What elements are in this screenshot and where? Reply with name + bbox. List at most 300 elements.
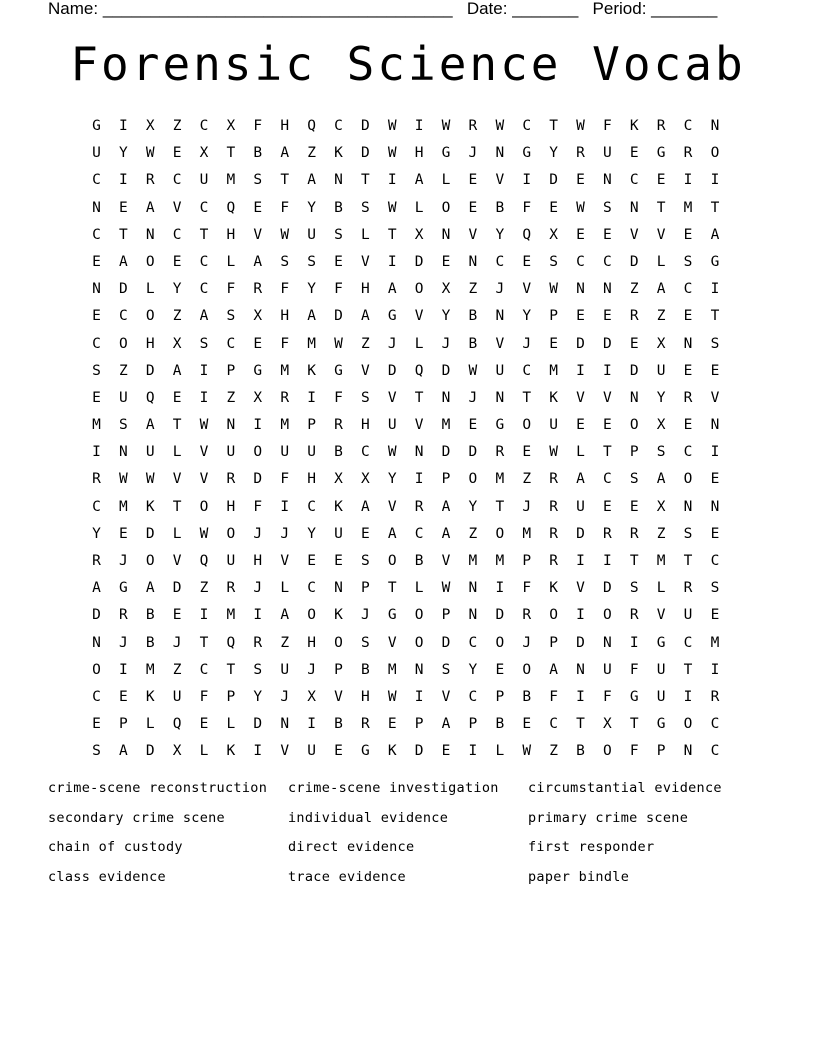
grid-letter[interactable]: J bbox=[360, 607, 370, 624]
grid-letter[interactable]: A bbox=[280, 145, 290, 162]
grid-letter[interactable]: T bbox=[199, 226, 209, 243]
grid-letter[interactable]: V bbox=[199, 444, 209, 461]
grid-letter[interactable]: V bbox=[199, 471, 209, 488]
grid-letter[interactable]: S bbox=[226, 308, 236, 325]
grid-letter[interactable]: M bbox=[710, 634, 720, 651]
grid-letter[interactable]: E bbox=[387, 716, 397, 733]
grid-letter[interactable]: I bbox=[307, 716, 316, 733]
grid-letter[interactable]: N bbox=[710, 498, 720, 515]
grid-letter[interactable]: U bbox=[307, 226, 316, 243]
grid-letter[interactable]: N bbox=[92, 199, 101, 216]
grid-letter[interactable]: Z bbox=[118, 362, 128, 379]
grid-letter[interactable]: K bbox=[549, 580, 558, 597]
grid-letter[interactable]: Y bbox=[307, 199, 316, 216]
grid-letter[interactable]: R bbox=[468, 118, 478, 134]
grid-letter[interactable]: H bbox=[360, 281, 370, 298]
grid-letter[interactable]: C bbox=[576, 253, 585, 270]
grid-letter[interactable]: R bbox=[360, 716, 370, 733]
grid-letter[interactable]: D bbox=[360, 145, 370, 162]
grid-letter[interactable]: L bbox=[495, 743, 505, 760]
grid-letter[interactable]: F bbox=[629, 743, 639, 760]
grid-letter[interactable]: U bbox=[603, 661, 612, 678]
grid-letter[interactable]: Z bbox=[360, 335, 370, 352]
grid-letter[interactable]: N bbox=[414, 661, 424, 678]
grid-letter[interactable]: J bbox=[441, 335, 451, 352]
grid-letter[interactable]: W bbox=[118, 471, 128, 488]
grid-letter[interactable]: S bbox=[360, 389, 370, 406]
grid-letter[interactable]: J bbox=[468, 389, 478, 406]
grid-letter[interactable]: S bbox=[118, 417, 128, 434]
grid-letter[interactable]: M bbox=[495, 553, 505, 569]
grid-letter[interactable]: G bbox=[360, 743, 370, 760]
grid-letter[interactable]: T bbox=[226, 145, 236, 162]
grid-letter[interactable]: E bbox=[334, 743, 343, 760]
grid-letter[interactable]: B bbox=[495, 199, 505, 216]
grid-letter[interactable]: C bbox=[603, 253, 612, 270]
grid-letter[interactable]: T bbox=[710, 308, 720, 325]
grid-letter[interactable]: N bbox=[683, 335, 693, 352]
grid-letter[interactable]: D bbox=[629, 253, 639, 270]
grid-letter[interactable]: S bbox=[360, 199, 370, 216]
grid-letter[interactable]: N bbox=[92, 281, 101, 298]
grid-letter[interactable]: D bbox=[253, 716, 263, 733]
grid-letter[interactable]: R bbox=[683, 580, 693, 597]
grid-letter[interactable]: E bbox=[576, 308, 585, 325]
grid-letter[interactable]: N bbox=[603, 634, 612, 651]
grid-letter[interactable]: A bbox=[576, 471, 585, 488]
grid-letter[interactable]: E bbox=[522, 716, 532, 733]
grid-letter[interactable]: L bbox=[226, 716, 236, 733]
grid-letter[interactable]: Z bbox=[522, 471, 532, 488]
grid-letter[interactable]: P bbox=[118, 716, 128, 733]
grid-letter[interactable]: D bbox=[414, 253, 424, 270]
grid-letter[interactable]: R bbox=[118, 607, 128, 624]
grid-letter[interactable]: J bbox=[280, 688, 290, 705]
grid-letter[interactable]: E bbox=[710, 471, 720, 488]
grid-letter[interactable]: D bbox=[172, 580, 182, 597]
grid-letter[interactable]: R bbox=[576, 145, 585, 162]
grid-letter[interactable]: D bbox=[576, 634, 585, 651]
grid-letter[interactable]: A bbox=[172, 362, 182, 379]
grid-letter[interactable]: I bbox=[710, 281, 720, 298]
grid-letter[interactable]: I bbox=[683, 688, 693, 705]
grid-letter[interactable]: V bbox=[387, 498, 397, 515]
grid-letter[interactable]: Z bbox=[172, 308, 182, 325]
grid-letter[interactable]: W bbox=[549, 444, 558, 461]
grid-letter[interactable]: V bbox=[576, 389, 585, 406]
grid-letter[interactable]: R bbox=[683, 145, 693, 162]
grid-letter[interactable]: V bbox=[710, 389, 720, 406]
grid-letter[interactable]: G bbox=[656, 634, 666, 651]
grid-letter[interactable]: X bbox=[145, 118, 155, 134]
grid-letter[interactable]: G bbox=[387, 607, 397, 624]
grid-letter[interactable]: F bbox=[603, 118, 612, 134]
grid-letter[interactable]: J bbox=[118, 634, 128, 651]
grid-letter[interactable]: C bbox=[360, 444, 370, 461]
grid-letter[interactable]: A bbox=[360, 308, 370, 325]
grid-letter[interactable]: I bbox=[710, 172, 720, 189]
grid-letter[interactable]: C bbox=[603, 471, 612, 488]
grid-letter[interactable]: V bbox=[629, 226, 639, 243]
grid-letter[interactable]: J bbox=[468, 145, 478, 162]
grid-letter[interactable]: V bbox=[441, 688, 451, 705]
grid-letter[interactable]: E bbox=[468, 417, 478, 434]
grid-letter[interactable]: Z bbox=[199, 580, 209, 597]
grid-letter[interactable]: D bbox=[441, 444, 451, 461]
grid-letter[interactable]: V bbox=[360, 253, 370, 270]
grid-letter[interactable]: U bbox=[118, 389, 128, 406]
grid-letter[interactable]: W bbox=[387, 199, 397, 216]
grid-letter[interactable]: W bbox=[576, 199, 585, 216]
grid-letter[interactable]: L bbox=[441, 172, 451, 189]
grid-letter[interactable]: J bbox=[387, 335, 397, 352]
grid-letter[interactable]: X bbox=[172, 743, 182, 760]
grid-letter[interactable]: C bbox=[710, 553, 720, 569]
grid-letter[interactable]: W bbox=[441, 118, 451, 134]
grid-letter[interactable]: W bbox=[145, 145, 155, 162]
grid-letter[interactable]: E bbox=[118, 199, 128, 216]
grid-letter[interactable]: G bbox=[522, 145, 532, 162]
grid-letter[interactable]: A bbox=[360, 498, 370, 515]
grid-letter[interactable]: N bbox=[710, 118, 720, 134]
grid-letter[interactable]: L bbox=[414, 335, 424, 352]
grid-letter[interactable]: U bbox=[656, 362, 666, 379]
grid-letter[interactable]: A bbox=[118, 743, 128, 760]
grid-letter[interactable]: E bbox=[468, 172, 478, 189]
grid-letter[interactable]: X bbox=[549, 226, 558, 243]
grid-letter[interactable]: V bbox=[334, 688, 343, 705]
grid-letter[interactable]: B bbox=[468, 308, 478, 325]
grid-letter[interactable]: L bbox=[172, 444, 182, 461]
grid-letter[interactable]: T bbox=[172, 417, 182, 434]
grid-letter[interactable]: D bbox=[629, 362, 639, 379]
grid-letter[interactable]: Z bbox=[172, 661, 182, 678]
date-blank[interactable]: _______ bbox=[512, 0, 579, 18]
grid-letter[interactable]: G bbox=[495, 417, 505, 434]
grid-letter[interactable]: C bbox=[683, 118, 693, 134]
grid-letter[interactable]: M bbox=[280, 362, 290, 379]
grid-letter[interactable]: Z bbox=[172, 118, 182, 134]
grid-letter[interactable]: R bbox=[414, 498, 424, 515]
grid-letter[interactable]: E bbox=[172, 145, 182, 162]
grid-letter[interactable]: S bbox=[253, 172, 263, 189]
grid-letter[interactable]: I bbox=[710, 661, 720, 678]
grid-letter[interactable]: C bbox=[92, 226, 101, 243]
grid-letter[interactable]: O bbox=[334, 634, 343, 651]
grid-letter[interactable]: U bbox=[92, 145, 101, 162]
grid-letter[interactable]: D bbox=[145, 525, 155, 542]
grid-letter[interactable]: Y bbox=[307, 281, 316, 298]
grid-letter[interactable]: R bbox=[549, 498, 558, 515]
grid-letter[interactable]: F bbox=[253, 118, 263, 134]
grid-letter[interactable]: V bbox=[576, 580, 585, 597]
grid-letter[interactable]: P bbox=[495, 688, 505, 705]
grid-letter[interactable]: C bbox=[468, 688, 478, 705]
grid-letter[interactable]: X bbox=[656, 498, 666, 515]
grid-letter[interactable]: A bbox=[145, 580, 155, 597]
grid-letter[interactable]: H bbox=[253, 553, 263, 569]
grid-letter[interactable]: I bbox=[118, 172, 128, 189]
grid-letter[interactable]: Y bbox=[118, 145, 128, 162]
grid-letter[interactable]: J bbox=[307, 661, 316, 678]
grid-letter[interactable]: I bbox=[603, 362, 612, 379]
grid-letter[interactable]: E bbox=[253, 199, 263, 216]
grid-letter[interactable]: A bbox=[549, 661, 558, 678]
grid-letter[interactable]: G bbox=[629, 688, 639, 705]
grid-letter[interactable]: M bbox=[495, 471, 505, 488]
grid-letter[interactable]: N bbox=[603, 172, 612, 189]
grid-letter[interactable]: C bbox=[92, 498, 101, 515]
grid-letter[interactable]: N bbox=[92, 634, 101, 651]
grid-letter[interactable]: V bbox=[656, 226, 666, 243]
grid-letter[interactable]: C bbox=[495, 253, 505, 270]
grid-letter[interactable]: I bbox=[629, 634, 639, 651]
grid-letter[interactable]: L bbox=[414, 580, 424, 597]
grid-letter[interactable]: E bbox=[92, 308, 101, 325]
grid-letter[interactable]: K bbox=[334, 498, 343, 515]
grid-letter[interactable]: R bbox=[522, 607, 532, 624]
grid-letter[interactable]: Q bbox=[199, 553, 209, 569]
grid-letter[interactable]: R bbox=[549, 525, 558, 542]
grid-letter[interactable]: N bbox=[468, 580, 478, 597]
grid-letter[interactable]: R bbox=[710, 688, 720, 705]
grid-letter[interactable]: I bbox=[576, 607, 585, 624]
grid-letter[interactable]: V bbox=[495, 172, 505, 189]
grid-letter[interactable]: Z bbox=[656, 525, 666, 542]
grid-letter[interactable]: G bbox=[387, 308, 397, 325]
grid-letter[interactable]: L bbox=[226, 253, 236, 270]
grid-letter[interactable]: W bbox=[387, 688, 397, 705]
grid-letter[interactable]: S bbox=[683, 253, 693, 270]
grid-letter[interactable]: C bbox=[199, 253, 209, 270]
grid-letter[interactable]: Y bbox=[307, 525, 316, 542]
grid-letter[interactable]: G bbox=[334, 362, 343, 379]
grid-letter[interactable]: I bbox=[307, 389, 316, 406]
grid-letter[interactable]: R bbox=[629, 308, 639, 325]
grid-letter[interactable]: U bbox=[226, 553, 236, 569]
grid-letter[interactable]: N bbox=[629, 199, 639, 216]
grid-letter[interactable]: N bbox=[683, 498, 693, 515]
grid-letter[interactable]: S bbox=[629, 471, 639, 488]
grid-letter[interactable]: T bbox=[118, 226, 128, 243]
grid-letter[interactable]: I bbox=[199, 362, 209, 379]
grid-letter[interactable]: N bbox=[118, 444, 128, 461]
grid-letter[interactable]: Q bbox=[226, 634, 236, 651]
grid-letter[interactable]: M bbox=[468, 553, 478, 569]
grid-letter[interactable]: A bbox=[118, 253, 128, 270]
grid-letter[interactable]: Y bbox=[92, 525, 101, 542]
grid-letter[interactable]: X bbox=[441, 281, 451, 298]
grid-letter[interactable]: O bbox=[387, 553, 397, 569]
grid-letter[interactable]: S bbox=[199, 335, 209, 352]
grid-letter[interactable]: F bbox=[522, 199, 532, 216]
grid-letter[interactable]: R bbox=[145, 172, 155, 189]
grid-letter[interactable]: S bbox=[92, 743, 101, 760]
grid-letter[interactable]: H bbox=[307, 634, 316, 651]
grid-letter[interactable]: E bbox=[468, 199, 478, 216]
grid-letter[interactable]: X bbox=[253, 308, 263, 325]
grid-letter[interactable]: D bbox=[576, 525, 585, 542]
grid-letter[interactable]: F bbox=[334, 281, 343, 298]
grid-letter[interactable]: X bbox=[334, 471, 343, 488]
grid-letter[interactable]: C bbox=[334, 118, 343, 134]
grid-letter[interactable]: B bbox=[253, 145, 263, 162]
grid-letter[interactable]: A bbox=[307, 308, 316, 325]
grid-letter[interactable]: Z bbox=[629, 281, 639, 298]
grid-letter[interactable]: T bbox=[549, 118, 558, 134]
grid-letter[interactable]: S bbox=[360, 553, 370, 569]
grid-letter[interactable]: I bbox=[414, 688, 424, 705]
grid-letter[interactable]: L bbox=[172, 525, 182, 542]
grid-letter[interactable]: J bbox=[172, 634, 182, 651]
grid-letter[interactable]: X bbox=[360, 471, 370, 488]
grid-letter[interactable]: R bbox=[656, 118, 666, 134]
grid-letter[interactable]: U bbox=[226, 444, 236, 461]
grid-letter[interactable]: T bbox=[280, 172, 290, 189]
grid-letter[interactable]: D bbox=[387, 362, 397, 379]
grid-letter[interactable]: L bbox=[199, 743, 209, 760]
grid-letter[interactable]: M bbox=[549, 362, 558, 379]
grid-letter[interactable]: E bbox=[441, 743, 451, 760]
grid-letter[interactable]: O bbox=[441, 199, 451, 216]
grid-letter[interactable]: X bbox=[603, 716, 612, 733]
grid-letter[interactable]: H bbox=[226, 498, 236, 515]
grid-letter[interactable]: T bbox=[656, 199, 666, 216]
grid-letter[interactable]: F bbox=[253, 498, 263, 515]
grid-letter[interactable]: Y bbox=[387, 471, 397, 488]
grid-letter[interactable]: M bbox=[307, 335, 316, 352]
grid-letter[interactable]: Y bbox=[522, 308, 532, 325]
grid-letter[interactable]: E bbox=[629, 498, 639, 515]
grid-letter[interactable]: M bbox=[441, 417, 451, 434]
grid-letter[interactable]: X bbox=[414, 226, 424, 243]
grid-letter[interactable]: J bbox=[522, 335, 532, 352]
grid-letter[interactable]: Y bbox=[495, 226, 505, 243]
grid-letter[interactable]: D bbox=[360, 118, 370, 134]
grid-letter[interactable]: J bbox=[522, 498, 532, 515]
grid-letter[interactable]: C bbox=[199, 661, 209, 678]
grid-letter[interactable]: S bbox=[710, 335, 720, 352]
grid-letter[interactable]: E bbox=[307, 553, 316, 569]
grid-letter[interactable]: W bbox=[199, 417, 209, 434]
grid-letter[interactable]: C bbox=[710, 716, 720, 733]
grid-letter[interactable]: N bbox=[414, 444, 424, 461]
grid-letter[interactable]: Q bbox=[145, 389, 155, 406]
grid-letter[interactable]: O bbox=[414, 607, 424, 624]
grid-letter[interactable]: T bbox=[710, 199, 720, 216]
grid-letter[interactable]: O bbox=[495, 634, 505, 651]
grid-letter[interactable]: I bbox=[495, 580, 505, 597]
grid-letter[interactable]: C bbox=[683, 444, 693, 461]
grid-letter[interactable]: W bbox=[468, 362, 478, 379]
grid-letter[interactable]: O bbox=[92, 661, 101, 678]
grid-letter[interactable]: U bbox=[656, 661, 666, 678]
grid-letter[interactable]: E bbox=[172, 607, 182, 624]
grid-letter[interactable]: A bbox=[145, 417, 155, 434]
grid-letter[interactable]: F bbox=[629, 661, 639, 678]
grid-letter[interactable]: G bbox=[656, 145, 666, 162]
grid-letter[interactable]: B bbox=[468, 335, 478, 352]
grid-letter[interactable]: C bbox=[307, 580, 316, 597]
grid-letter[interactable]: C bbox=[92, 335, 101, 352]
grid-letter[interactable]: K bbox=[334, 607, 343, 624]
grid-letter[interactable]: E bbox=[549, 199, 558, 216]
grid-letter[interactable]: T bbox=[387, 580, 397, 597]
grid-letter[interactable]: V bbox=[280, 743, 290, 760]
grid-letter[interactable]: I bbox=[414, 471, 424, 488]
grid-letter[interactable]: P bbox=[468, 716, 478, 733]
grid-letter[interactable]: A bbox=[387, 281, 397, 298]
grid-letter[interactable]: V bbox=[387, 389, 397, 406]
grid-letter[interactable]: E bbox=[253, 335, 263, 352]
grid-letter[interactable]: E bbox=[576, 172, 585, 189]
grid-letter[interactable]: E bbox=[334, 553, 343, 569]
grid-letter[interactable]: A bbox=[280, 607, 290, 624]
grid-letter[interactable]: L bbox=[145, 716, 155, 733]
grid-letter[interactable]: D bbox=[118, 281, 128, 298]
grid-letter[interactable]: E bbox=[629, 145, 639, 162]
grid-letter[interactable]: J bbox=[522, 634, 532, 651]
grid-letter[interactable]: F bbox=[280, 335, 290, 352]
grid-letter[interactable]: G bbox=[656, 716, 666, 733]
grid-letter[interactable]: S bbox=[334, 226, 343, 243]
grid-letter[interactable]: N bbox=[468, 253, 478, 270]
grid-letter[interactable]: E bbox=[360, 525, 370, 542]
grid-letter[interactable]: N bbox=[495, 308, 505, 325]
grid-letter[interactable]: R bbox=[226, 471, 236, 488]
grid-letter[interactable]: F bbox=[199, 688, 209, 705]
grid-letter[interactable]: P bbox=[441, 607, 451, 624]
grid-letter[interactable]: C bbox=[172, 226, 182, 243]
grid-letter[interactable]: Q bbox=[522, 226, 532, 243]
grid-letter[interactable]: U bbox=[656, 688, 666, 705]
grid-letter[interactable]: I bbox=[414, 118, 424, 134]
grid-letter[interactable]: Y bbox=[656, 389, 666, 406]
grid-letter[interactable]: I bbox=[576, 688, 585, 705]
grid-letter[interactable]: E bbox=[603, 226, 612, 243]
grid-letter[interactable]: H bbox=[360, 417, 370, 434]
grid-letter[interactable]: S bbox=[253, 661, 263, 678]
grid-letter[interactable]: E bbox=[603, 498, 612, 515]
grid-letter[interactable]: N bbox=[603, 281, 612, 298]
grid-letter[interactable]: R bbox=[92, 553, 101, 569]
grid-letter[interactable]: F bbox=[280, 471, 290, 488]
grid-letter[interactable]: D bbox=[92, 607, 101, 624]
grid-letter[interactable]: G bbox=[441, 145, 451, 162]
grid-letter[interactable]: B bbox=[360, 661, 370, 678]
grid-letter[interactable]: E bbox=[118, 688, 128, 705]
grid-letter[interactable]: D bbox=[441, 634, 451, 651]
grid-letter[interactable]: N bbox=[629, 389, 639, 406]
grid-letter[interactable]: A bbox=[441, 498, 451, 515]
grid-letter[interactable]: X bbox=[226, 118, 236, 134]
grid-letter[interactable]: E bbox=[576, 226, 585, 243]
grid-letter[interactable]: K bbox=[226, 743, 236, 760]
grid-letter[interactable]: W bbox=[495, 118, 505, 134]
grid-letter[interactable]: C bbox=[172, 172, 182, 189]
grid-letter[interactable]: U bbox=[549, 417, 558, 434]
grid-letter[interactable]: G bbox=[118, 580, 128, 597]
grid-letter[interactable]: O bbox=[253, 444, 263, 461]
grid-letter[interactable]: M bbox=[92, 417, 101, 434]
grid-letter[interactable]: T bbox=[414, 389, 424, 406]
grid-letter[interactable]: E bbox=[603, 308, 612, 325]
grid-letter[interactable]: E bbox=[576, 417, 585, 434]
grid-letter[interactable]: V bbox=[387, 634, 397, 651]
grid-letter[interactable]: V bbox=[656, 607, 666, 624]
grid-letter[interactable]: R bbox=[603, 525, 612, 542]
grid-letter[interactable]: E bbox=[172, 389, 182, 406]
